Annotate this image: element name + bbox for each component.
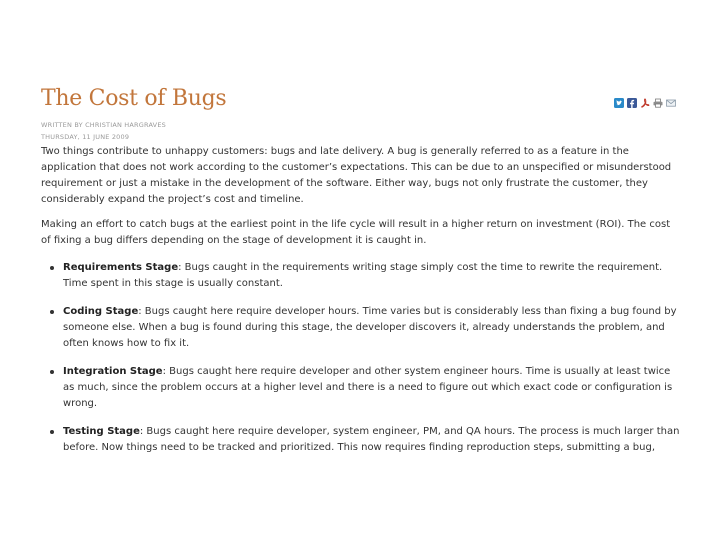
stage-name: Requirements Stage — [63, 262, 179, 273]
list-item — [41, 260, 681, 292]
article-paragraph: Making an effort to catch bugs at the earliest point in the life cycle will result in a higher return on investment (ROI). The cost of fixing a bug differs depending on the stage of development it is caught in. — [41, 219, 671, 246]
stage-name: Coding Stage — [63, 306, 139, 317]
email-icon[interactable] — [666, 93, 676, 103]
article-paragraph: Two things contribute to unhappy customers: bugs and late delivery. A bug is generally referred to as a feature in the application that does not work according to the customer’s expectations. This can be due to an unspecified or misunderstood requirement or just a mistake in the development of the software. Either way, bugs not only frustrate the customer, they considerably expand the project’s cost and timeline. — [41, 146, 672, 205]
stage-text: : Bugs caught in the requirements writing stage simply cost the time to rewrite the requirement. Time spent in this stage is usually constant. — [63, 262, 663, 289]
stage-text: : Bugs caught here require developer hours. Time varies but is considerably less than fixing a bug found by someone else. When a bug is found during this stage, the developer discovers it, already understands the problem, and often knows how to fix it. — [63, 306, 677, 349]
pdf-icon[interactable] — [640, 93, 650, 103]
twitter-icon[interactable] — [614, 93, 624, 103]
bullet-icon — [50, 430, 54, 434]
list-item — [41, 364, 681, 412]
list-item — [41, 424, 681, 456]
stage-name: Integration Stage — [63, 366, 163, 377]
facebook-icon[interactable] — [627, 93, 637, 103]
share-toolbar — [614, 93, 676, 103]
stage-text: : Bugs caught here require developer and other system engineer hours. Time is usually at least twice as much, since the problem occurs at a higher level and there is a need to figure out which exact code or configuration is wrong. — [63, 366, 673, 409]
article — [41, 84, 681, 468]
stage-list — [41, 260, 681, 456]
list-item — [41, 304, 681, 352]
article-title: The Cost of Bugs — [41, 86, 227, 111]
bullet-icon — [50, 370, 54, 374]
article-date: THURSDAY, 11 JUNE 2009 — [41, 133, 130, 141]
stage-name: Testing Stage — [63, 426, 140, 437]
stage-text: : Bugs caught here require developer, system engineer, PM, and QA hours. The process is much larger than before. Now things need to be tracked and prioritized. This now requires finding reproduction steps, submitting a bug, — [63, 426, 680, 453]
print-icon[interactable] — [653, 93, 663, 103]
article-byline: WRITTEN BY CHRISTIAN HARGRAVES — [41, 121, 166, 129]
bullet-icon — [50, 266, 54, 270]
bullet-icon — [50, 310, 54, 314]
